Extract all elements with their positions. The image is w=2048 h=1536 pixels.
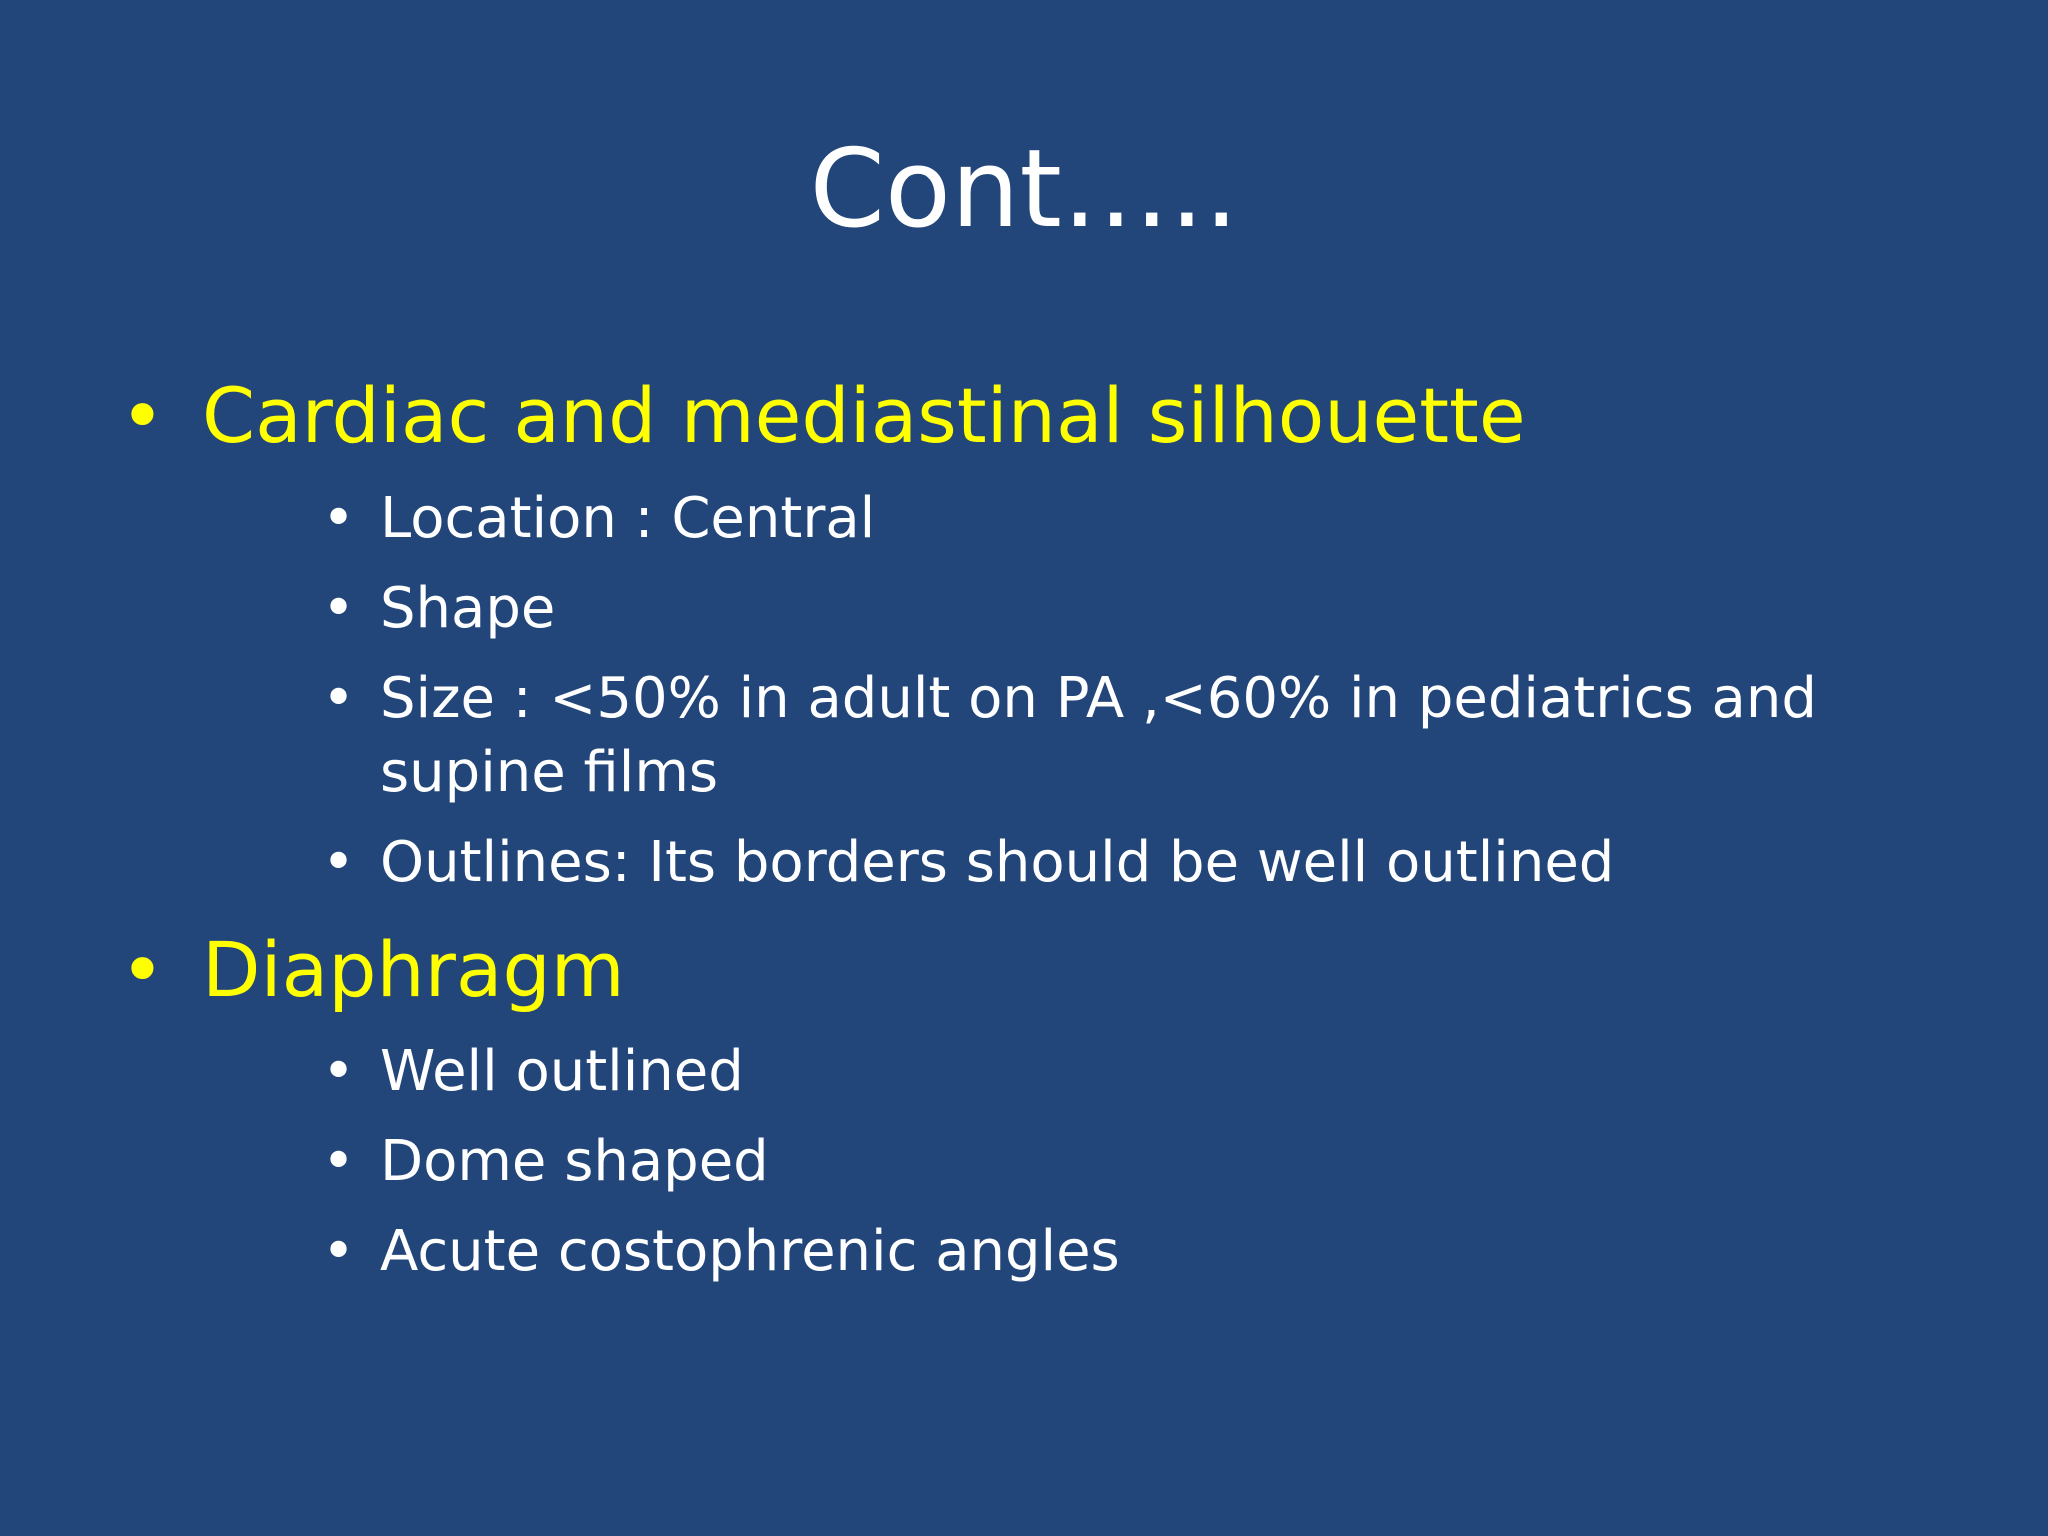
list-item-text: Shape: [380, 576, 556, 641]
section-heading-text: Cardiac and mediastinal silhouette: [202, 371, 1526, 460]
bullet-icon: •: [322, 576, 356, 641]
bullet-icon: •: [322, 1219, 356, 1284]
list-item-text: Location : Central: [380, 486, 876, 551]
section-heading-text: Diaphragm: [202, 925, 625, 1014]
bullet-icon: •: [322, 830, 356, 895]
bullet-icon: •: [120, 371, 165, 460]
bullet-icon: •: [322, 1129, 356, 1194]
list-item-text: Outlines: Its borders should be well outlined: [380, 830, 1615, 895]
list-item-text: Acute costophrenic angles: [380, 1219, 1120, 1284]
bullet-icon: •: [120, 925, 165, 1014]
bullet-icon: •: [322, 486, 356, 551]
list-item-text: Well outlined: [380, 1039, 744, 1104]
bullet-icon: •: [322, 1039, 356, 1104]
list-item-text: Dome shaped: [380, 1129, 769, 1194]
list-item-text: Size : <50% in adult on PA ,<60% in pediatrics and supine films: [380, 666, 1817, 805]
bullet-icon: •: [322, 666, 356, 731]
slide-title: Cont…..: [809, 127, 1239, 252]
